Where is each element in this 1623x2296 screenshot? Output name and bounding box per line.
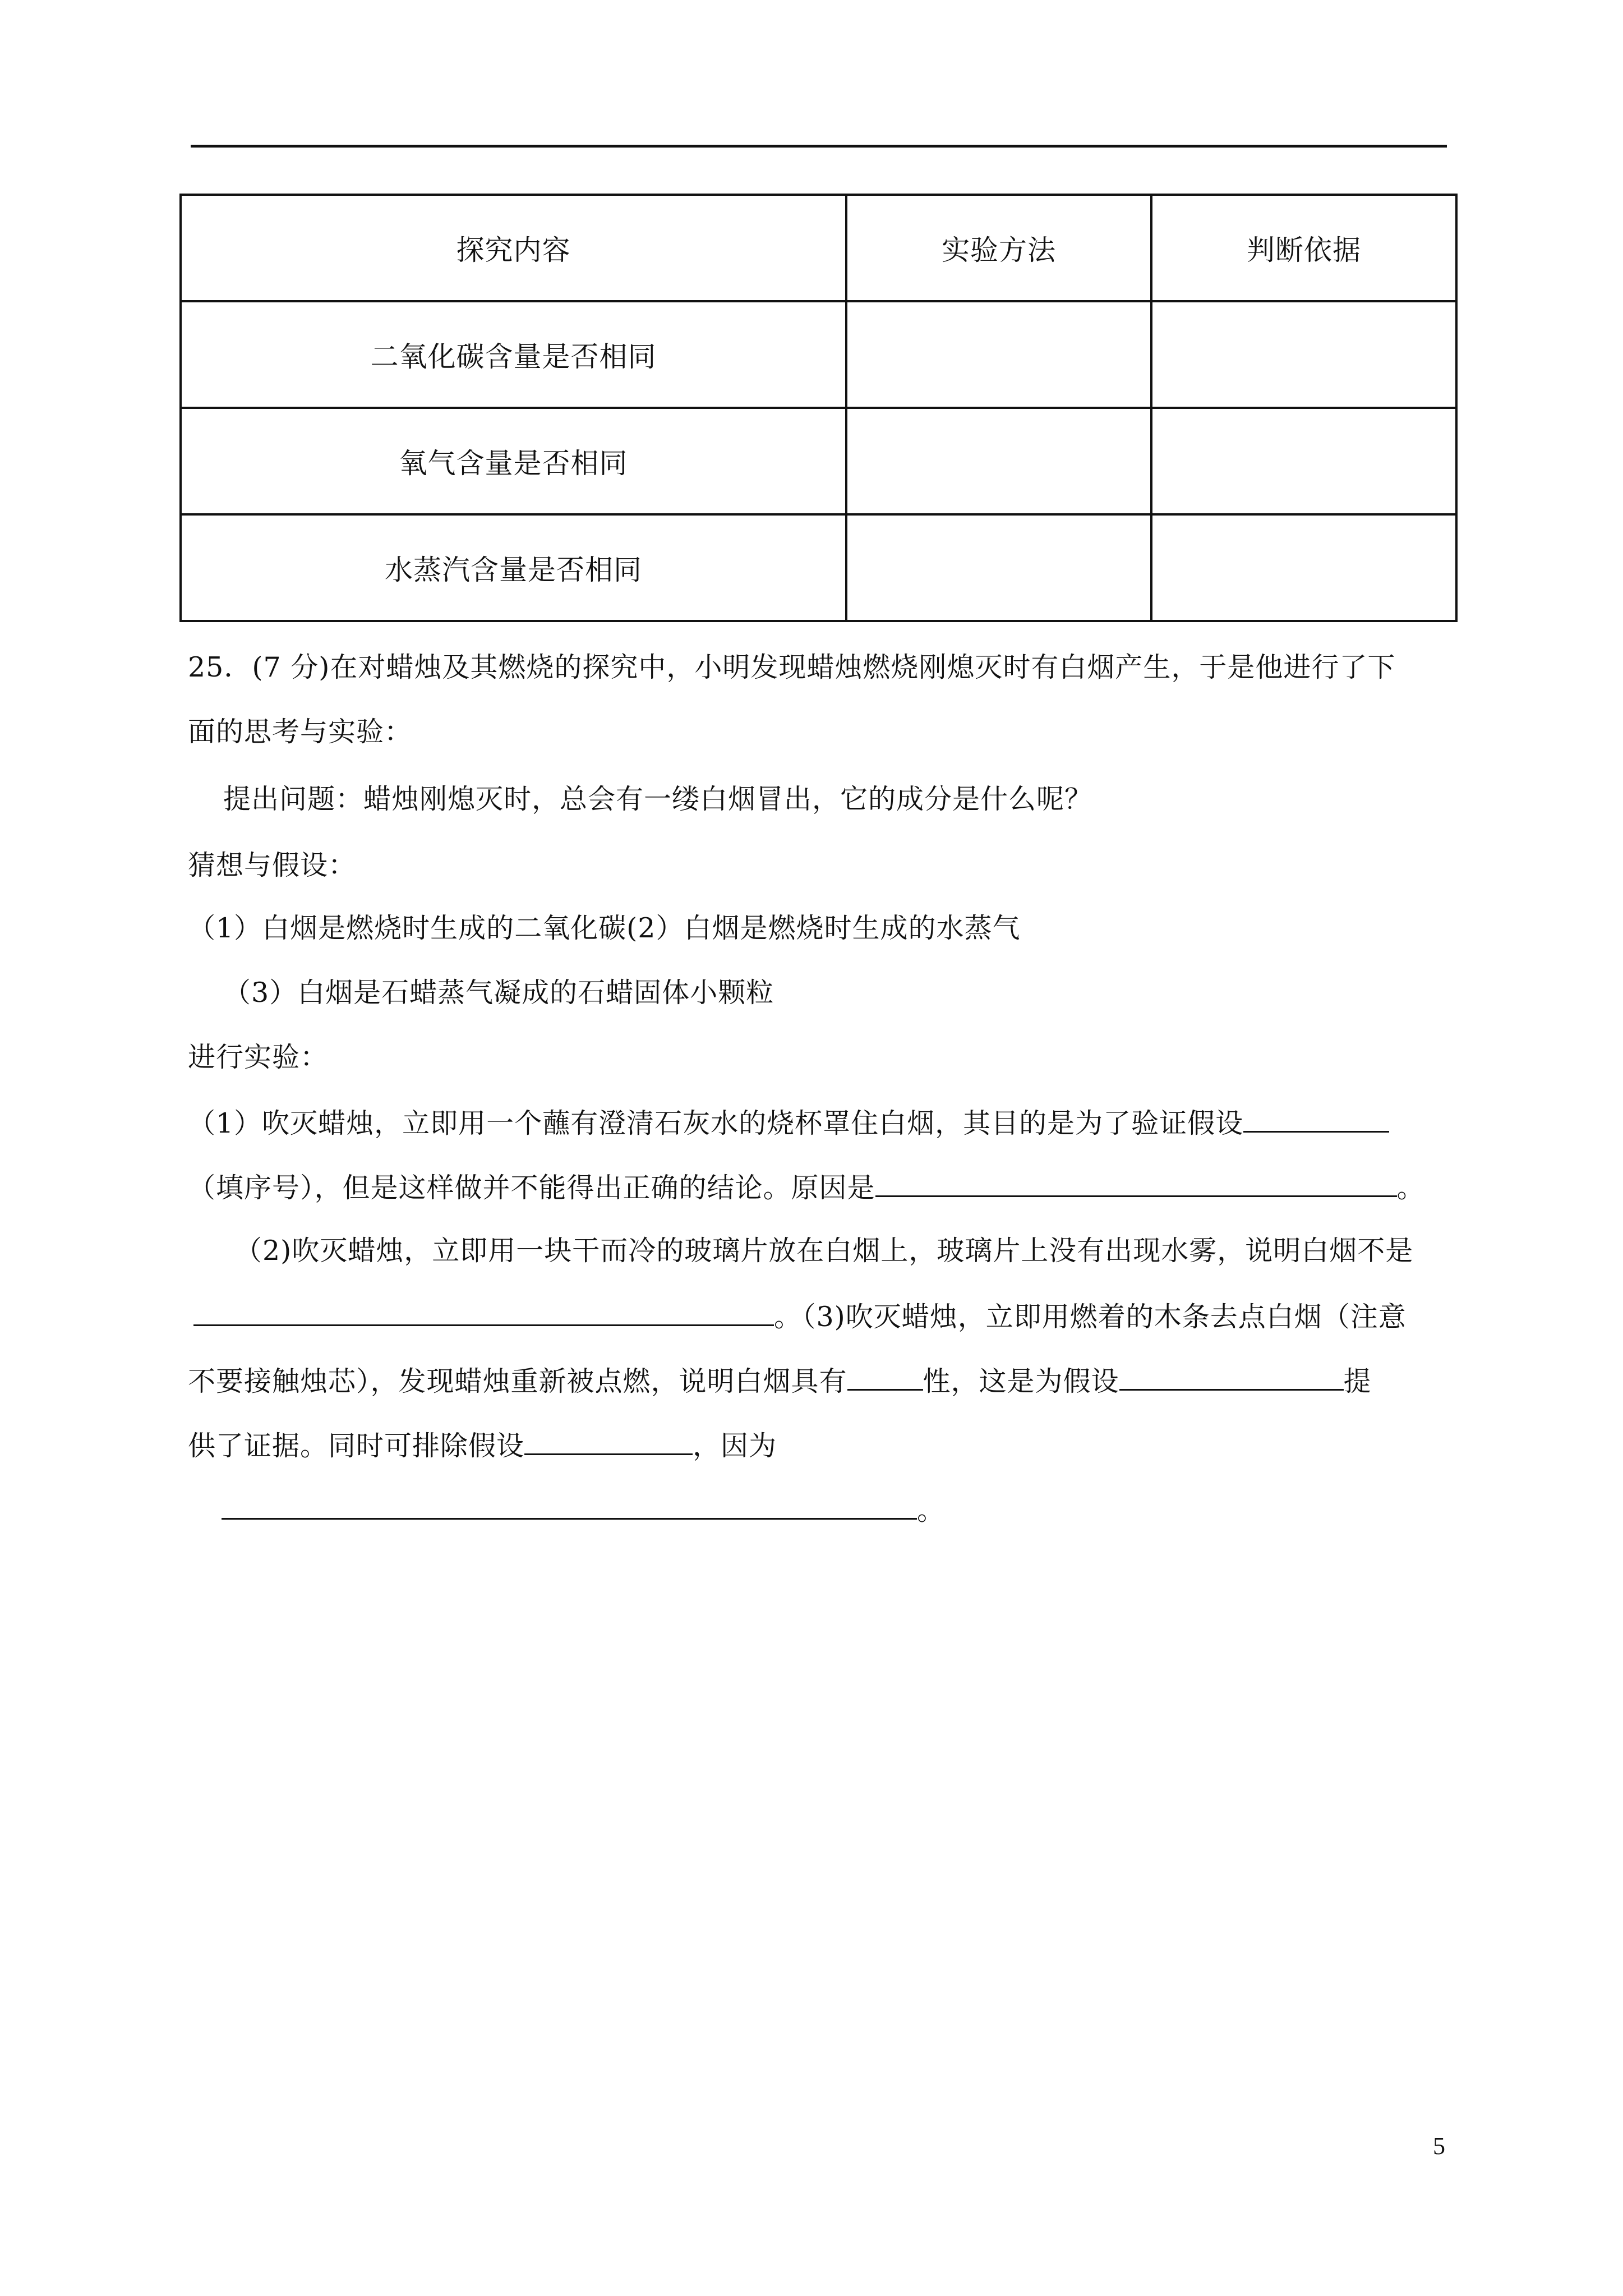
table-header-cell: 实验方法 xyxy=(846,195,1151,301)
table-header-cell: 探究内容 xyxy=(181,195,846,301)
answer-blank-property[interactable] xyxy=(847,1363,923,1391)
table-row xyxy=(181,301,1456,408)
table-header-cell: 判断依据 xyxy=(1151,195,1456,301)
experiment-2-line-2 xyxy=(193,1299,1407,1334)
table-row xyxy=(181,408,1456,514)
hypothesis-1-2: （1）白烟是燃烧时生成的二氧化碳(2）白烟是燃烧时生成的水蒸气 xyxy=(188,912,1021,944)
answer-blank-excluded-hypothesis[interactable] xyxy=(524,1428,693,1455)
experiment-1-text: （1）吹灭蜡烛，立即用一个蘸有澄清石灰水的烧杯罩住白烟，其目的是为了验证假设 xyxy=(188,1107,1244,1139)
experiment-3-text-3: 性，这是为假设 xyxy=(923,1365,1119,1397)
experiment-2-line-1: （2)吹灭蜡烛，立即用一块干而冷的玻璃片放在白烟上，玻璃片上没有出现水雾，说明白烟不是 xyxy=(234,1235,1414,1267)
experiment-3-text-2: 不要接触烛芯），发现蜡烛重新被点燃，说明白烟具有 xyxy=(188,1365,847,1397)
answer-blank-hypothesis-1[interactable] xyxy=(1243,1105,1389,1133)
page-number: 5 xyxy=(1433,2132,1445,2160)
header-rule xyxy=(191,145,1447,148)
hypothesis-3: （3）白烟是石蜡蒸气凝成的石蜡固体小颗粒 xyxy=(223,977,774,1009)
table-cell: 二氧化碳含量是否相同 xyxy=(181,301,846,408)
period: 。 xyxy=(917,1494,946,1526)
experiment-3-line-4 xyxy=(222,1492,945,1527)
answer-cell[interactable] xyxy=(846,514,1151,621)
answer-blank-reason[interactable] xyxy=(875,1170,1397,1197)
table-cell: 氧气含量是否相同 xyxy=(181,408,846,514)
period: 。 xyxy=(1396,1172,1425,1204)
answer-blank-not-white-smoke[interactable] xyxy=(193,1299,774,1326)
answer-blank-hypothesis-2[interactable] xyxy=(1119,1363,1344,1391)
experiment-1-line-1 xyxy=(188,1105,1389,1140)
experiment-3-text-6: ，因为 xyxy=(693,1430,777,1462)
experiment-1-line-2 xyxy=(188,1170,1425,1205)
answer-cell[interactable] xyxy=(1151,514,1456,621)
table-row xyxy=(181,514,1456,621)
answer-cell[interactable] xyxy=(1151,408,1456,514)
experiment-table xyxy=(179,194,1458,622)
question-intro-line-2: 面的思考与实验： xyxy=(188,716,413,748)
hypothesis-title: 猜想与假设： xyxy=(188,849,357,881)
experiment-1-text-2: （填序号），但是这样做并不能得出正确的结论。原因是 xyxy=(188,1172,875,1204)
table-cell: 水蒸汽含量是否相同 xyxy=(181,514,846,621)
experiment-title: 进行实验： xyxy=(188,1041,329,1073)
experiment-3-text-5: 供了证据。同时可排除假设 xyxy=(188,1430,525,1462)
answer-cell[interactable] xyxy=(846,301,1151,408)
experiment-3-text-1: 。（3)吹灭蜡烛，立即用燃着的木条去点白烟（注意 xyxy=(774,1301,1407,1333)
experiment-3-text-4: 提 xyxy=(1343,1365,1372,1397)
experiment-3-line-3 xyxy=(188,1428,777,1463)
answer-cell[interactable] xyxy=(846,408,1151,514)
question-intro-line-1: 25．(7 分)在对蜡烛及其燃烧的探究中，小明发现蜡烛燃烧刚熄灭时有白烟产生，于是他进行了下 xyxy=(188,651,1396,683)
table-header-row xyxy=(181,195,1456,301)
experiment-3-line-2 xyxy=(188,1363,1372,1398)
answer-cell[interactable] xyxy=(1151,301,1456,408)
problem-statement: 提出问题：蜡烛刚熄灭时，总会有一缕白烟冒出，它的成分是什么呢？ xyxy=(223,783,1093,815)
answer-blank-because[interactable] xyxy=(222,1492,917,1520)
